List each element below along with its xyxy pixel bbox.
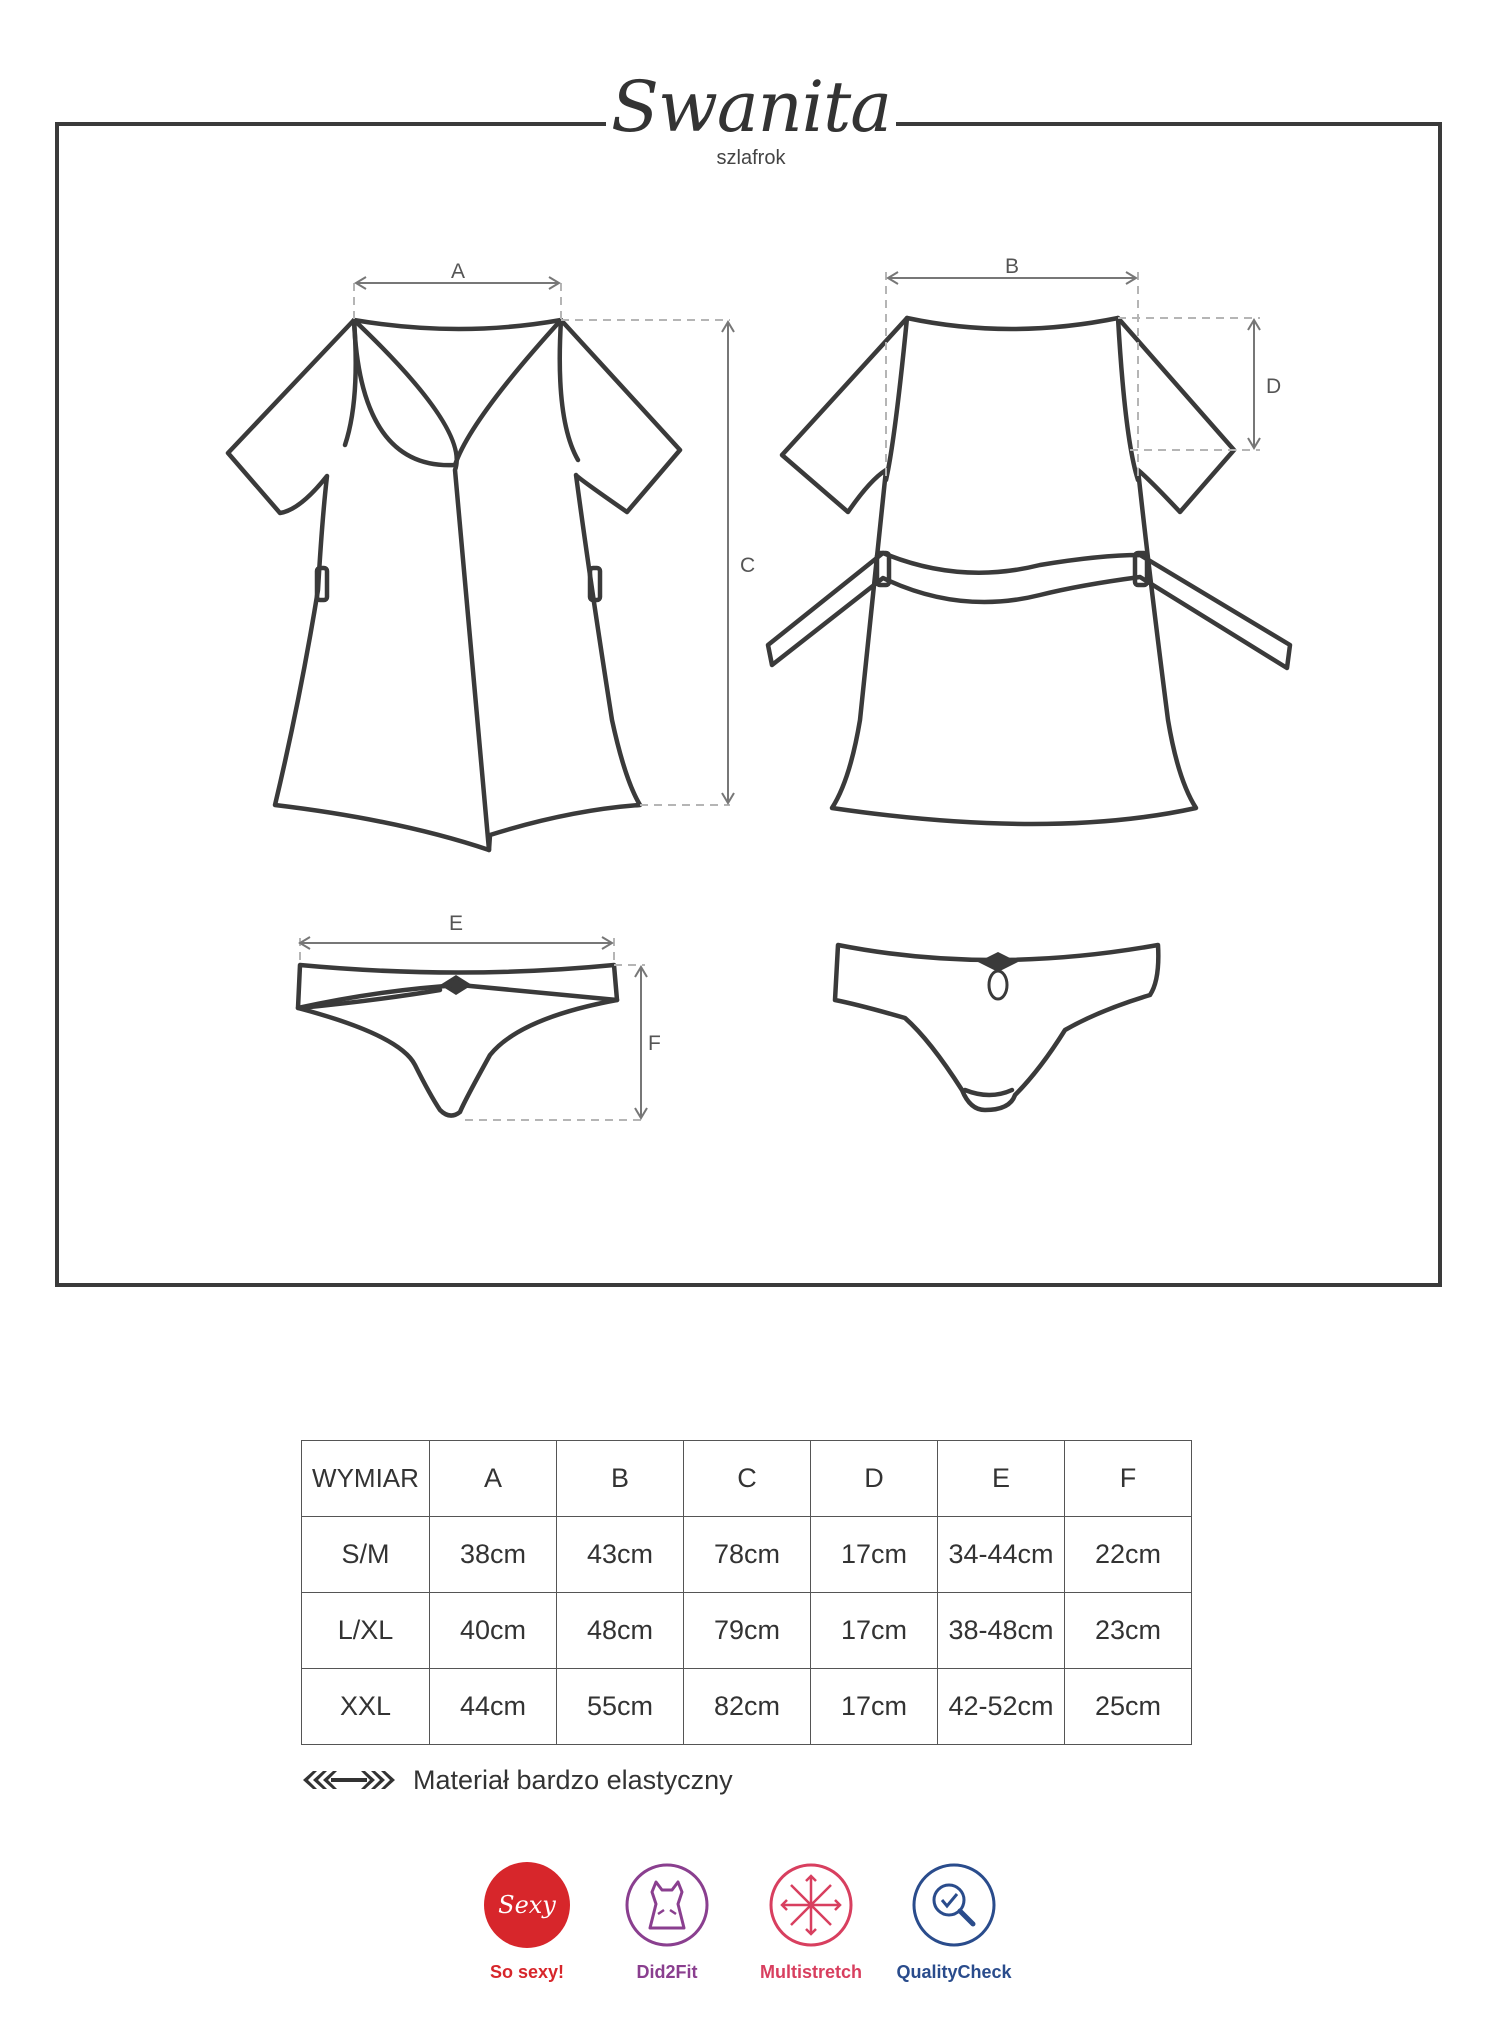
- table-header-cell: E: [938, 1441, 1065, 1517]
- table-cell: 17cm: [811, 1517, 938, 1593]
- badge-qualitycheck: [879, 1862, 1029, 1983]
- dim-label-d: D: [1266, 375, 1282, 398]
- robe-back-drawing: [768, 318, 1290, 824]
- stretch-arrow-icon: [301, 1768, 397, 1792]
- table-header-cell: D: [811, 1441, 938, 1517]
- table-cell: 17cm: [811, 1669, 938, 1745]
- table-cell: 34-44cm: [938, 1517, 1065, 1593]
- table-header-cell: F: [1065, 1441, 1192, 1517]
- magnifier-check-icon: [911, 1862, 997, 1948]
- brand-logo: Swanita: [611, 66, 891, 148]
- table-cell: 43cm: [557, 1517, 684, 1593]
- table-cell: 23cm: [1065, 1593, 1192, 1669]
- product-subtitle: szlafrok: [716, 147, 786, 169]
- table-cell: 78cm: [684, 1517, 811, 1593]
- table-cell: 38-48cm: [938, 1593, 1065, 1669]
- table-cell: 22cm: [1065, 1517, 1192, 1593]
- table-row: [302, 1517, 1192, 1593]
- table-cell: 48cm: [557, 1593, 684, 1669]
- dim-label-e: E: [448, 912, 464, 935]
- stretch-note: [301, 1762, 733, 1798]
- dim-label-b: B: [1004, 255, 1020, 278]
- bow-icon: [440, 975, 472, 995]
- table-header-row: [302, 1441, 1192, 1517]
- table-cell: 79cm: [684, 1593, 811, 1669]
- table-cell: 82cm: [684, 1669, 811, 1745]
- table-cell: 55cm: [557, 1669, 684, 1745]
- table-cell: 25cm: [1065, 1669, 1192, 1745]
- table-cell: S/M: [302, 1517, 430, 1593]
- table-cell: XXL: [302, 1669, 430, 1745]
- table-header-cell: B: [557, 1441, 684, 1517]
- table-header-cell: A: [430, 1441, 557, 1517]
- robe-front-drawing: [228, 320, 680, 850]
- sexy-icon-text: Sexy: [498, 1891, 556, 1919]
- table-cell: 44cm: [430, 1669, 557, 1745]
- table-row: [302, 1593, 1192, 1669]
- stretch-note-text: Materiał bardzo elastyczny: [413, 1764, 733, 1795]
- table-header-cell: WYMIAR: [302, 1441, 430, 1517]
- dimension-lines: [300, 272, 1260, 1118]
- bow-back-icon: [978, 952, 1018, 999]
- table-cell: 17cm: [811, 1593, 938, 1669]
- dim-label-c: C: [740, 554, 756, 577]
- badge-label: QualityCheck: [896, 1962, 1012, 1982]
- table-cell: L/XL: [302, 1593, 430, 1669]
- table-row: [302, 1669, 1192, 1745]
- badge-label: Multistretch: [759, 1962, 862, 1982]
- badge-label: Did2Fit: [636, 1962, 698, 1982]
- badge-did2fit: [592, 1862, 742, 1983]
- dim-label-a: A: [450, 260, 466, 283]
- badge-sexy: [452, 1862, 602, 1983]
- table-cell: 38cm: [430, 1517, 557, 1593]
- size-table: [301, 1440, 1192, 1745]
- dim-label-f: F: [648, 1032, 661, 1055]
- table-header-cell: C: [684, 1441, 811, 1517]
- table-cell: 42-52cm: [938, 1669, 1065, 1745]
- table-cell: 40cm: [430, 1593, 557, 1669]
- sexy-icon: [484, 1862, 570, 1948]
- badge-label: So sexy!: [489, 1962, 565, 1982]
- badge-multistretch: [736, 1862, 886, 1983]
- dress-fit-icon: [624, 1862, 710, 1948]
- multistretch-icon: [768, 1862, 854, 1948]
- dashed-guides: [300, 272, 1260, 1120]
